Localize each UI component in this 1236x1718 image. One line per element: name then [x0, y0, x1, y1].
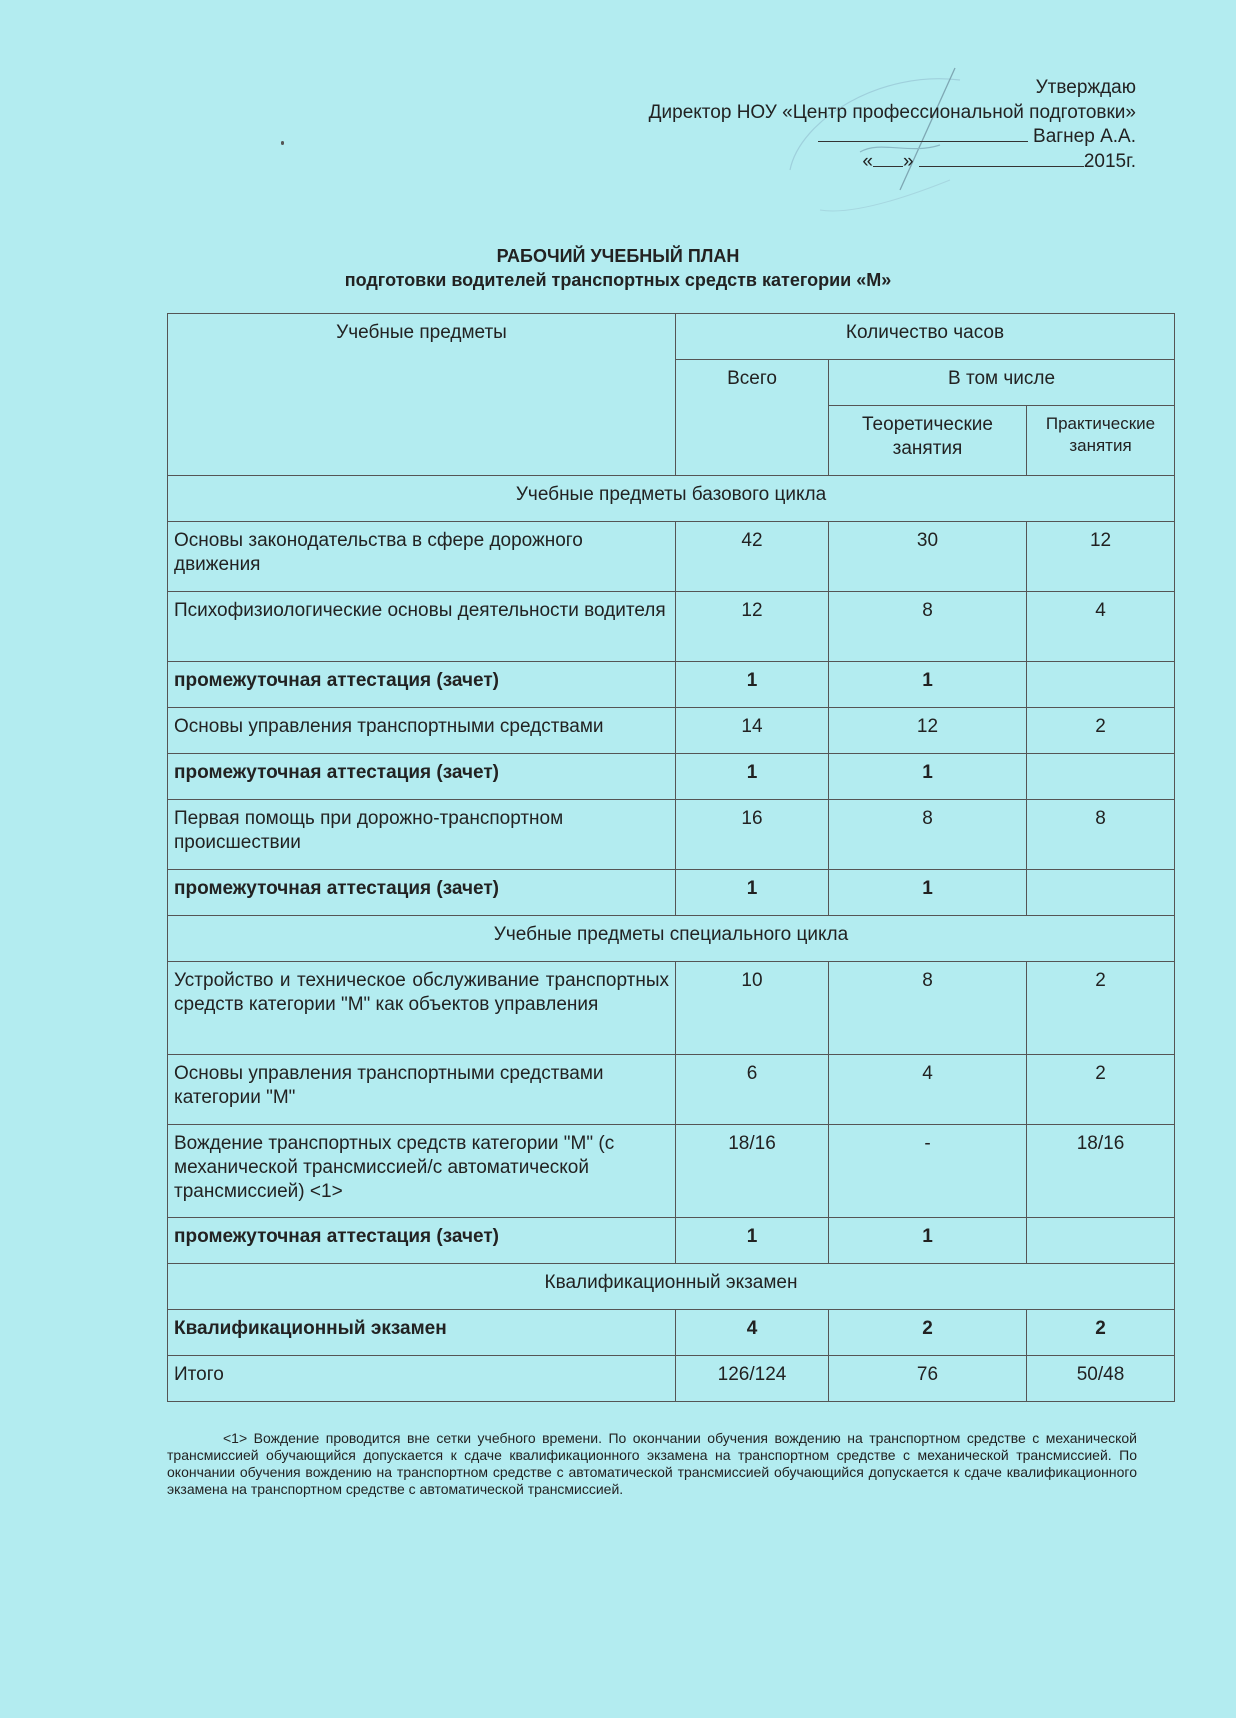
row-theory: 1 [829, 662, 1027, 708]
table-row [168, 1125, 1175, 1218]
table-row [168, 962, 1175, 1055]
row-subject: промежуточная аттестация (зачет) [168, 1218, 676, 1264]
row-subject: Вождение транспортных средств категории "М" (с механической трансмиссией/с автоматической трансмиссией) <1> [168, 1125, 676, 1218]
director-position: Директор НОУ «Центр профессиональной подготовки» [648, 101, 1136, 123]
table-row [168, 708, 1175, 754]
table-row [168, 522, 1175, 592]
row-theory: 8 [829, 962, 1027, 1055]
row-theory: 8 [829, 592, 1027, 662]
row-theory: 8 [829, 800, 1027, 870]
approval-block [649, 76, 1136, 174]
row-practice: 2 [1027, 708, 1175, 754]
title-line-2: подготовки водителей транспортных средств категории «М» [344, 270, 892, 290]
row-total: 14 [676, 708, 829, 754]
row-total: 12 [676, 592, 829, 662]
curriculum-table [167, 313, 1175, 1402]
date-year: 2015г. [1083, 150, 1136, 172]
date-open-quote: « [862, 150, 873, 172]
row-subject: Основы законодательства в сфере дорожного движения [168, 522, 676, 592]
row-practice: 4 [1027, 592, 1175, 662]
row-theory: 4 [829, 1055, 1027, 1125]
footnote: <1> Вождение проводится вне сетки учебного времени. По окончании обучения вождению на транспортном средстве с механической трансмиссией обучающийся допускается к сдаче квалификационного экзамена на транспортном средстве с механической трансмиссией. По окончании обучения вождению на транспортном средстве с автоматической трансмиссией обучающийся допускается к сдаче квалификационного экзамена на транспортном средстве с автоматической трансмиссией. [167, 1430, 1137, 1497]
row-practice: 2 [1027, 962, 1175, 1055]
table-row [168, 870, 1175, 916]
signer-name: Вагнер А.А. [1033, 126, 1136, 147]
row-subject: Основы управления транспортными средствами [168, 708, 676, 754]
table-row [168, 1055, 1175, 1125]
row-theory: 30 [829, 522, 1027, 592]
row-theory: 76 [829, 1356, 1027, 1402]
header-including: В том числе [829, 360, 1175, 406]
date-mid-quote: » [902, 150, 914, 172]
row-total: 1 [676, 754, 829, 800]
row-practice [1027, 870, 1175, 916]
row-subject: Итого [168, 1356, 676, 1402]
row-total: 6 [676, 1055, 829, 1125]
row-practice [1027, 754, 1175, 800]
row-practice [1027, 1218, 1175, 1264]
date-line [649, 150, 1136, 175]
document-title [0, 244, 1236, 292]
row-subject: Первая помощь при дорожно-транспортном происшествии [168, 800, 676, 870]
scan-speck [281, 141, 284, 145]
row-theory: 12 [829, 708, 1027, 754]
header-theory: Теоретические занятия [829, 406, 1027, 476]
row-subject: Устройство и техническое обслуживание транспортных средств категории "М" как объектов управления [168, 962, 676, 1055]
row-total: 1 [676, 870, 829, 916]
row-total: 10 [676, 962, 829, 1055]
table-row [168, 592, 1175, 662]
section-special: Учебные предметы специального цикла [168, 916, 1175, 962]
row-theory: 1 [829, 1218, 1027, 1264]
row-subject: промежуточная аттестация (зачет) [168, 662, 676, 708]
row-theory: 1 [829, 754, 1027, 800]
table-row [168, 1310, 1175, 1356]
row-total: 126/124 [676, 1356, 829, 1402]
signature-underline [818, 125, 1028, 142]
row-total: 16 [676, 800, 829, 870]
table-row [168, 800, 1175, 870]
row-total: 42 [676, 522, 829, 592]
month-underline [919, 150, 1084, 167]
row-subject: Основы управления транспортными средствами категории "М" [168, 1055, 676, 1125]
title-line-1: РАБОЧИЙ УЧЕБНЫЙ ПЛАН [496, 246, 740, 266]
row-practice: 2 [1027, 1310, 1175, 1356]
row-subject: Психофизиологические основы деятельности водителя [168, 592, 676, 662]
signature-line [649, 125, 1136, 150]
row-practice: 18/16 [1027, 1125, 1175, 1218]
header-total: Всего [676, 360, 829, 476]
table-row [168, 662, 1175, 708]
table-row [168, 1356, 1175, 1402]
header-subjects: Учебные предметы [168, 314, 676, 476]
section-exam: Квалификационный экзамен [168, 1264, 1175, 1310]
header-practice: Практические занятия [1027, 406, 1175, 476]
table-row [168, 754, 1175, 800]
row-total: 4 [676, 1310, 829, 1356]
day-underline [873, 150, 903, 167]
row-theory: 2 [829, 1310, 1027, 1356]
header-hours: Количество часов [676, 314, 1175, 360]
row-practice: 12 [1027, 522, 1175, 592]
row-theory: 1 [829, 870, 1027, 916]
row-practice [1027, 662, 1175, 708]
row-theory: - [829, 1125, 1027, 1218]
approve-label: Утверждаю [1035, 77, 1136, 98]
row-subject: промежуточная аттестация (зачет) [168, 870, 676, 916]
row-total: 18/16 [676, 1125, 829, 1218]
table-row [168, 1218, 1175, 1264]
row-total: 1 [676, 662, 829, 708]
row-practice: 2 [1027, 1055, 1175, 1125]
row-practice: 50/48 [1027, 1356, 1175, 1402]
row-practice: 8 [1027, 800, 1175, 870]
row-subject: Квалификационный экзамен [168, 1310, 676, 1356]
section-basic: Учебные предметы базового цикла [168, 476, 1175, 522]
row-subject: промежуточная аттестация (зачет) [168, 754, 676, 800]
row-total: 1 [676, 1218, 829, 1264]
